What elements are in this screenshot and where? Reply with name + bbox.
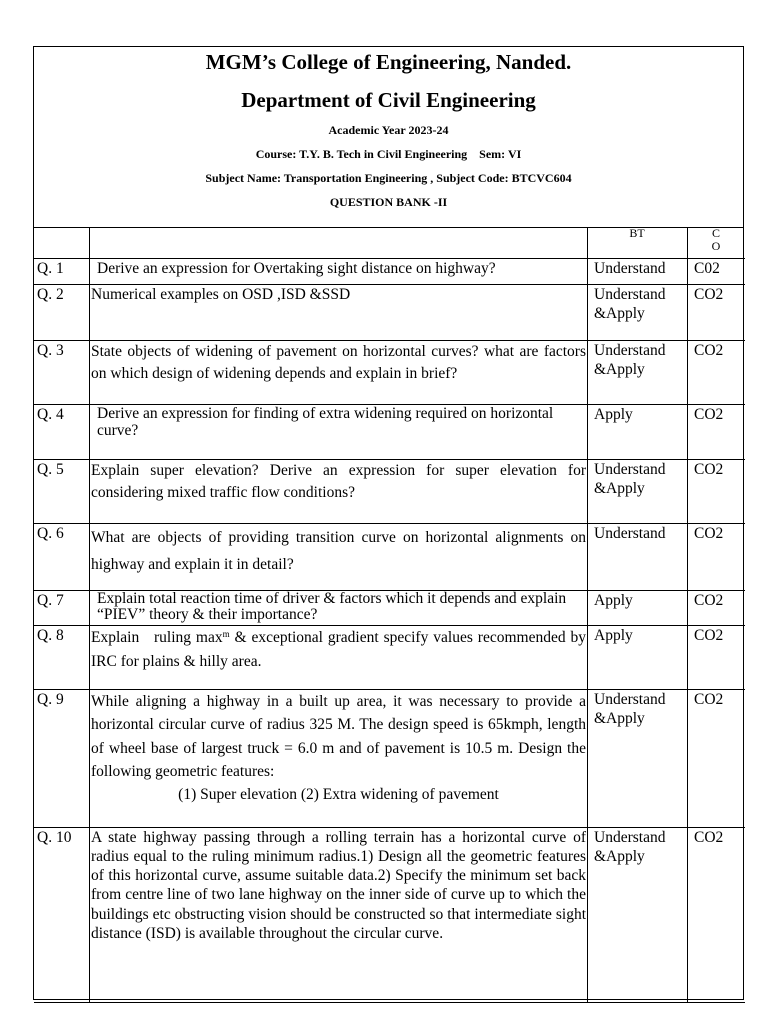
bt-level: Apply xyxy=(588,590,688,625)
header-co-o: O xyxy=(711,239,721,253)
course-outcome: CO2 xyxy=(688,689,746,827)
table-row xyxy=(34,625,745,689)
question-number: Q. 6 xyxy=(34,523,90,590)
question-text: A state highway passing through a rolling terrain has a horizontal curve of radius equal to the ruling minimum radius.1) Design all the geometric features of this horizontal curve, assume suitable data.2) Specify the minimum set back from centre line of two lane highway on the inner side of curve up to which the buildings etc obstructing vision should be constructed so that intermediate sight distance (ISD) is available throughout the circular curve. xyxy=(90,827,588,1002)
question-text: State objects of widening of pavement on horizontal curves? what are factors on which design of widening depends and explain in brief? xyxy=(90,340,588,404)
question-text xyxy=(90,625,588,689)
superscript-m: m xyxy=(222,628,230,639)
question-number: Q. 2 xyxy=(34,284,90,340)
header-cell-question xyxy=(90,227,588,258)
table-row xyxy=(34,590,745,625)
course-outcome: CO2 xyxy=(688,590,746,625)
bt-level: Understand &Apply xyxy=(588,340,688,404)
question-text: Derive an expression for Overtaking sight distance on highway? xyxy=(90,258,588,284)
question-text: What are objects of providing transition curve on horizontal alignments on highway and explain it in detail? xyxy=(90,523,588,590)
question-text: Explain total reaction time of driver & factors which it depends and explain “PIEV” theory & their importance? xyxy=(90,590,588,625)
course-outcome: CO2 xyxy=(688,523,746,590)
question-text-part-b: & exceptional gradient specify values recommended by IRC for plains & hilly area. xyxy=(91,628,586,670)
header-co-c: C xyxy=(711,227,720,240)
course-outcome: C02 xyxy=(688,258,746,284)
table-header-row xyxy=(34,227,745,258)
course-outcome: CO2 xyxy=(688,284,746,340)
question-number: Q. 1 xyxy=(34,258,90,284)
question-bank-title: QUESTION BANK -II xyxy=(329,195,448,209)
header-cell-co xyxy=(688,227,746,258)
course-info: Course: T.Y. B. Tech in Civil Engineering Sem: VI xyxy=(255,147,522,161)
question-text: Numerical examples on OSD ,ISD &SSD xyxy=(90,284,588,340)
table-row xyxy=(34,689,745,827)
course-outcome: CO2 xyxy=(688,459,746,523)
academic-year: Academic Year 2023-24 xyxy=(328,123,449,137)
table-row xyxy=(34,258,745,284)
header-cell-bt: BT xyxy=(588,227,688,258)
table-row xyxy=(34,284,745,340)
course-outcome: CO2 xyxy=(688,340,746,404)
bt-level: Understand &Apply xyxy=(588,689,688,827)
table-row xyxy=(34,404,745,459)
question-text-cell xyxy=(90,689,588,827)
bt-level: Apply xyxy=(588,625,688,689)
question-number: Q. 9 xyxy=(34,689,90,827)
header-cell-q xyxy=(34,227,90,258)
question-number: Q. 5 xyxy=(34,459,90,523)
department-name: Department of Civil Engineering xyxy=(241,88,536,112)
document-header xyxy=(34,47,743,228)
bt-level: Understand &Apply xyxy=(588,459,688,523)
questions-table xyxy=(34,227,745,1003)
question-bank-sheet xyxy=(33,46,744,1000)
question-text-part-a: Explain ruling max xyxy=(91,628,223,646)
table-row xyxy=(34,827,745,1002)
college-name: MGM’s College of Engineering, Nanded. xyxy=(205,50,572,74)
bt-level: Apply xyxy=(588,404,688,459)
subject-info: Subject Name: Transportation Engineering , Subject Code: BTCVC604 xyxy=(205,171,572,185)
question-number: Q. 8 xyxy=(34,625,90,689)
course-outcome: CO2 xyxy=(688,404,746,459)
question-text: Explain super elevation? Derive an expression for super elevation for considering mixed traffic flow conditions? xyxy=(90,459,588,523)
table-row xyxy=(34,459,745,523)
course-outcome: CO2 xyxy=(688,625,746,689)
bt-level: Understand xyxy=(588,523,688,590)
question-number: Q. 10 xyxy=(34,827,90,1002)
bt-level: Understand xyxy=(588,258,688,284)
bt-level: Understand &Apply xyxy=(588,284,688,340)
question-text: While aligning a highway in a built up area, it was necessary to provide a horizontal circular curve of radius 325 M. The design speed is 65kmph, length of wheel base of largest truck = 6.0 m and of pavement is 10.5 m. Design the following geometric features: xyxy=(91,692,586,780)
question-text: Derive an expression for finding of extra widening required on horizontal curve? xyxy=(90,404,588,459)
question-number: Q. 4 xyxy=(34,404,90,459)
course-outcome: CO2 xyxy=(688,827,746,1002)
question-subparts: (1) Super elevation (2) Extra widening of pavement xyxy=(178,785,499,803)
table-row xyxy=(34,340,745,404)
bt-level: Understand &Apply xyxy=(588,827,688,1002)
table-row xyxy=(34,523,745,590)
question-number: Q. 7 xyxy=(34,590,90,625)
question-number: Q. 3 xyxy=(34,340,90,404)
